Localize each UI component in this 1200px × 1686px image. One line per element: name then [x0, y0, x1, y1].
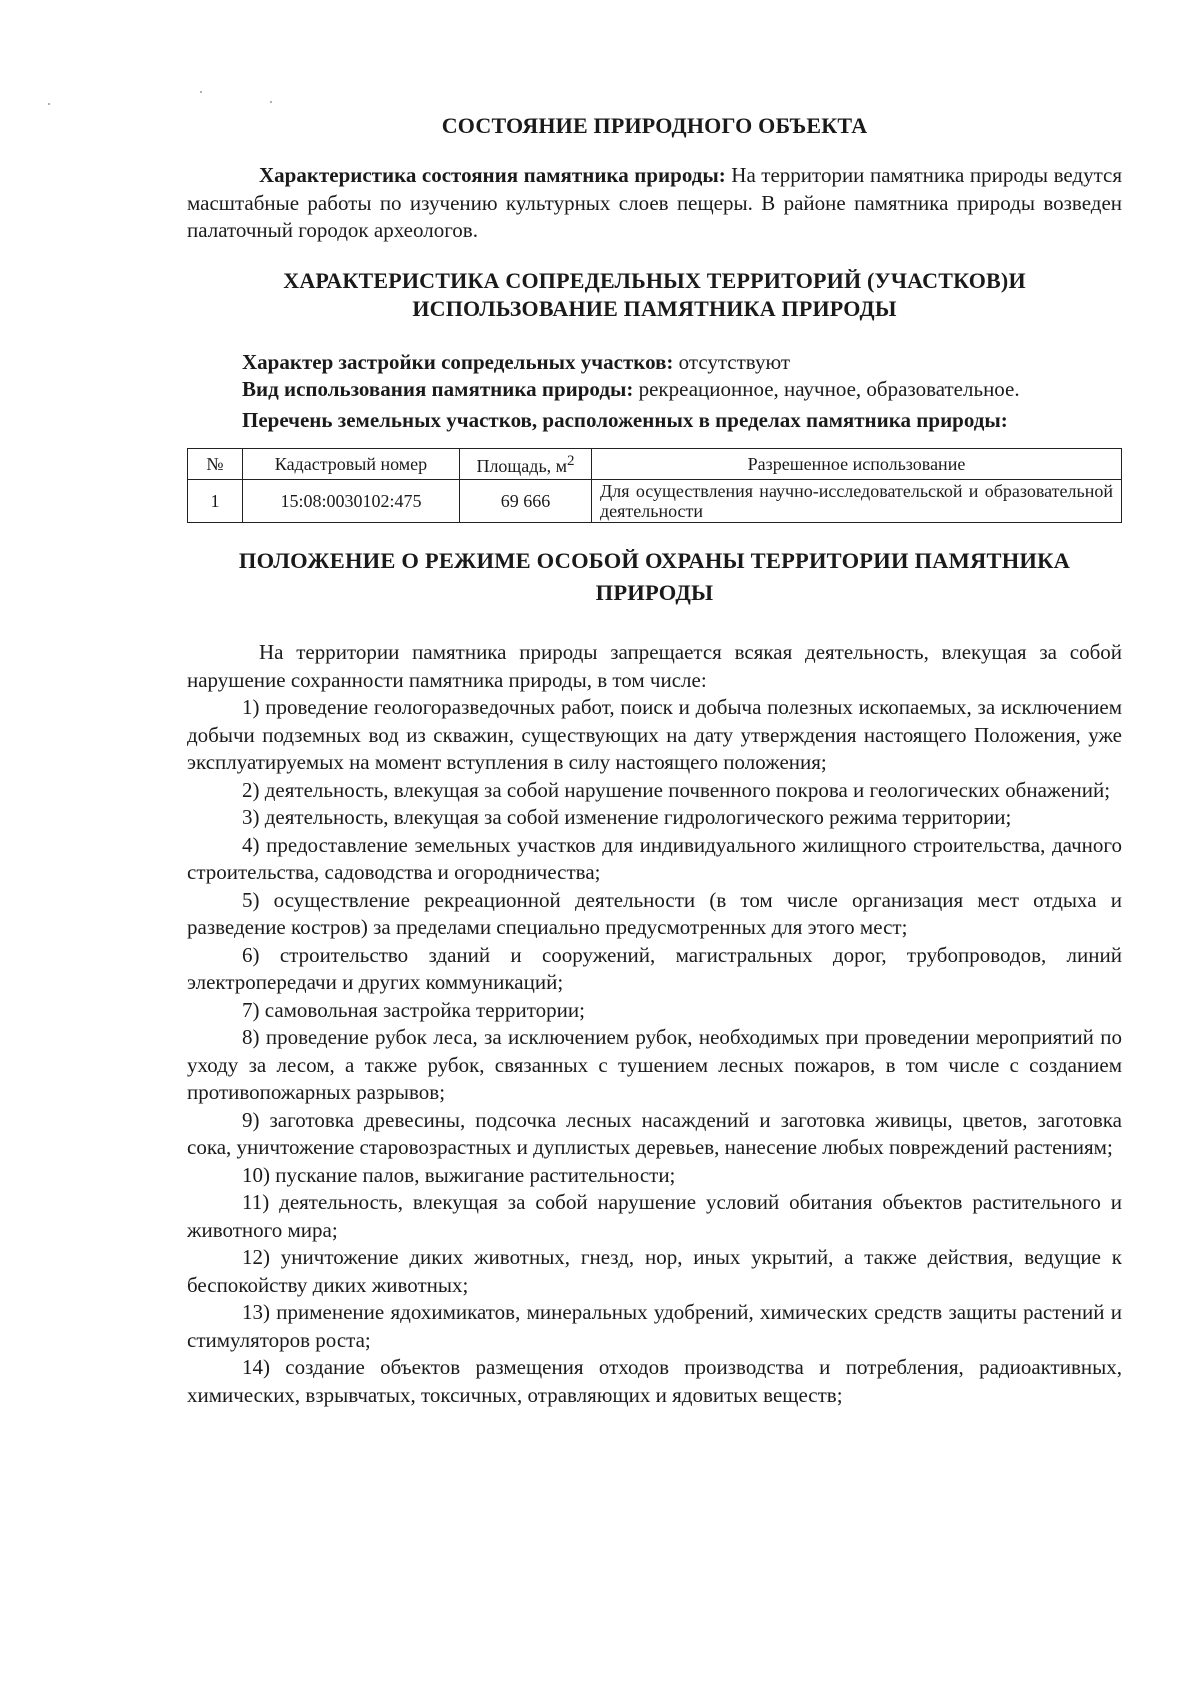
section-title-adjacent [187, 267, 1122, 323]
scan-speck [200, 91, 202, 93]
parcel-list-label: Перечень земельных участков, расположенных в пределах памятника природы: [242, 407, 1008, 432]
section-title-state: СОСТОЯНИЕ ПРИРОДНОГО ОБЪЕКТА [441, 113, 868, 138]
list-item: 2) деятельность, влекущая за собой нарушение почвенного покрова и геологических обнажений; [242, 777, 1111, 802]
use-value: рекреационное, научное, образовательное. [638, 377, 1020, 401]
header-number: № [188, 449, 243, 480]
list-item: 11) деятельность, влекущая за собой нарушение условий обитания объектов растительного и животного мира; [187, 1190, 1122, 1242]
state-text: На территории памятника природы ведутся масштабные работы по изучению культурных слоев пещеры. В районе памятника природы возведен палаточный городок археологов. [187, 163, 1123, 242]
header-area-unit: 2 [567, 453, 575, 469]
list-item: 12) уничтожение диких животных, гнезд, нор, иных укрытий, а также действия, ведущие к беспокойству диких животных; [187, 1245, 1122, 1297]
regime-intro: На территории памятника природы запрещается всякая деятельность, влекущая за собой нарушение сохранности памятника природы, в том числе: [187, 640, 1122, 692]
adjacent-title-line1: ХАРАКТЕРИСТИКА СОПРЕДЕЛЬНЫХ ТЕРРИТОРИЙ (УЧАСТКОВ)И [283, 267, 1026, 293]
table-header-row [188, 449, 1122, 480]
header-area-label: Площадь, м [476, 456, 568, 476]
list-item: 6) строительство зданий и сооружений, магистральных дорог, трубопроводов, линий электропередачи и других коммуникаций; [187, 942, 1122, 994]
list-item: 13) применение ядохимикатов, минеральных удобрений, химических средств защиты растений и стимуляторов роста; [187, 1300, 1122, 1352]
state-paragraph [187, 162, 1122, 245]
use-label: Вид использования памятника природы: [242, 377, 634, 401]
header-area [460, 449, 592, 480]
document-body [187, 112, 1122, 1409]
regime-title-line1: ПОЛОЖЕНИЕ О РЕЖИМЕ ОСОБОЙ ОХРАНЫ ТЕРРИТОРИИ ПАМЯТНИКА [238, 548, 1071, 573]
cell-permitted-use: Для осуществления научно-исследовательской и образовательной деятельности [592, 480, 1122, 523]
build-value: отсутствуют [678, 349, 791, 374]
list-item: 9) заготовка древесины, подсочка лесных насаждений и заготовка живицы, цветов, заготовка сока, уничтожение старовозрастных и дуплистых деревьев, нанесение любых повреждений растениям; [187, 1107, 1122, 1159]
build-paragraph [187, 349, 1122, 377]
parcels-table [187, 448, 1122, 523]
list-item: 8) проведение рубок леса, за исключением рубок, необходимых при проведении мероприятий по уходу за лесом, а также рубок, связанных с тушением лесных пожаров, в том числе с созданием противопожарных разрывов; [187, 1025, 1122, 1104]
regime-title-line2: ПРИРОДЫ [595, 580, 714, 605]
cell-area: 69 666 [460, 480, 592, 523]
header-permitted-use: Разрешенное использование [592, 449, 1122, 480]
header-cadastral: Кадастровый номер [243, 449, 460, 480]
list-item: 7) самовольная застройка территории; [242, 997, 585, 1022]
cell-cadastral: 15:08:0030102:475 [243, 480, 460, 523]
list-item: 14) создание объектов размещения отходов производства и потребления, радиоактивных, химических, взрывчатых, токсичных, отравляющих и ядовитых веществ; [187, 1355, 1122, 1407]
list-item: 3) деятельность, влекущая за собой изменение гидрологического режима территории; [242, 805, 1012, 829]
use-paragraph [187, 376, 1122, 404]
build-label: Характер застройки сопредельных участков: [242, 349, 674, 374]
section-title-regime [187, 545, 1122, 609]
list-item: 10) пускание палов, выжигание растительности; [242, 1162, 676, 1187]
list-item: 1) проведение геологоразведочных работ, поиск и добыча полезных ископаемых, за исключением добычи подземных вод из скважин, существующих на дату утверждения настоящего Положения, уже эксплуатируемых на момент вступления в силу настоящего положения; [187, 695, 1122, 774]
list-item: 5) осуществление рекреационной деятельности (в том числе организация мест отдыха и разведение костров) за пределами специально предусмотренных для этого мест; [187, 887, 1122, 939]
scan-speck [270, 101, 272, 103]
adjacent-title-line2: ИСПОЛЬЗОВАНИЕ ПАМЯТНИКА ПРИРОДЫ [412, 295, 897, 321]
list-item: 4) предоставление земельных участков для индивидуального жилищного строительства, дачного строительства, садоводства и огородничества; [187, 832, 1122, 884]
state-label: Характеристика состояния памятника природы: [259, 163, 726, 187]
table-row [188, 480, 1122, 523]
scan-speck [48, 103, 50, 105]
cell-number: 1 [188, 480, 243, 523]
